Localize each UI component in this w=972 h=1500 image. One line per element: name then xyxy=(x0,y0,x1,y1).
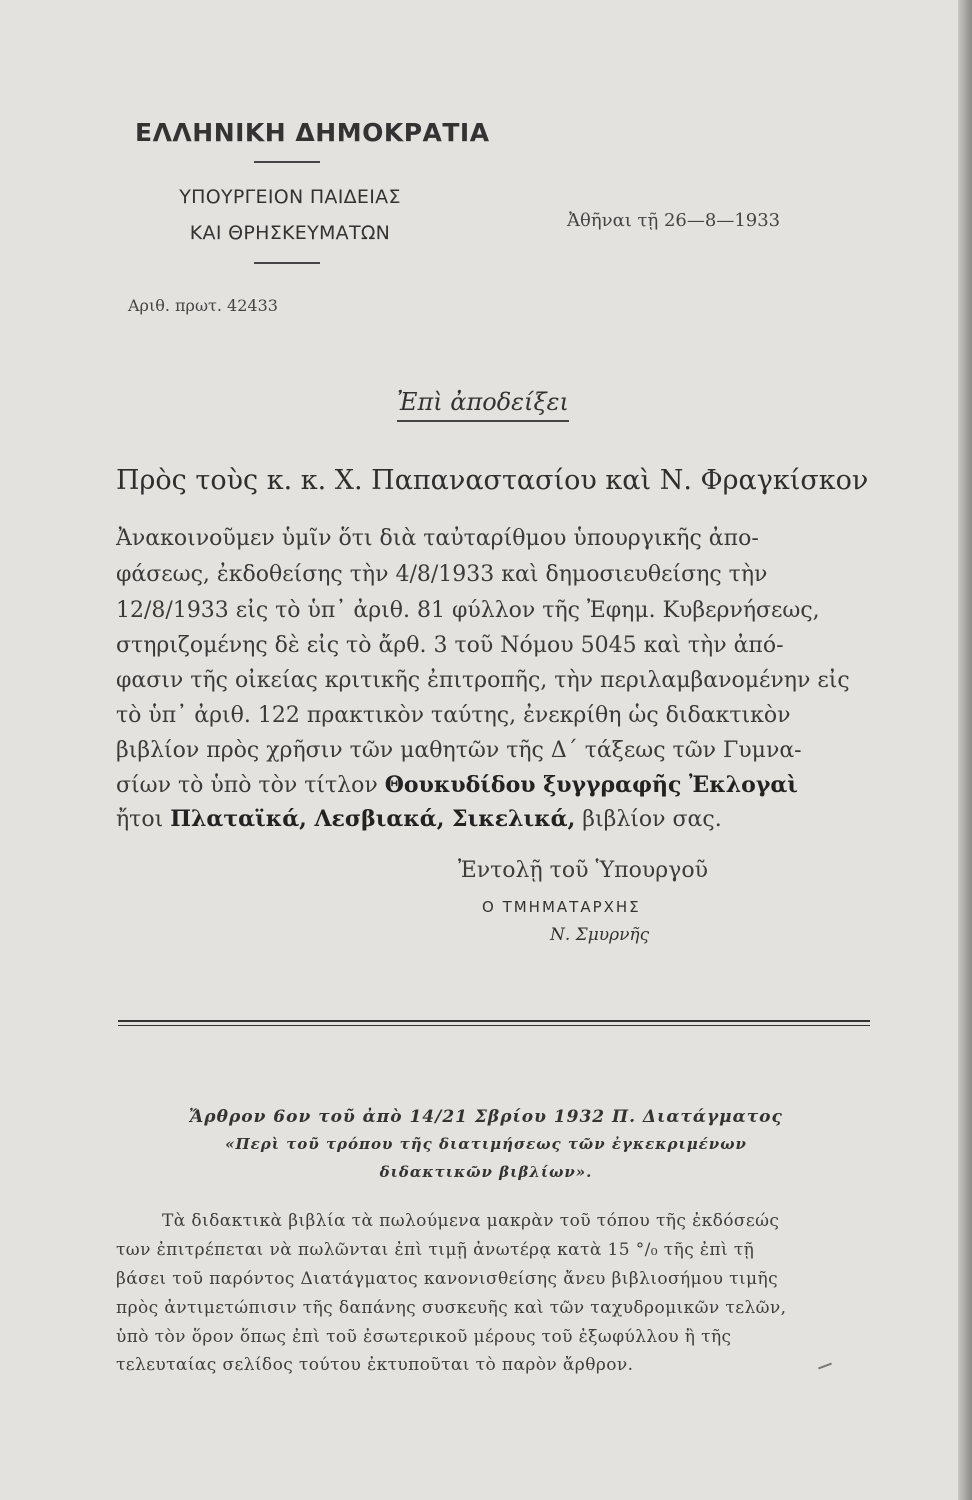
article-title-line: διδακτικῶν βιβλίων». xyxy=(379,1163,593,1181)
signature-order: Ἐντολῇ τοῦ Ὑπουργοῦ xyxy=(458,858,708,883)
article-line: Τὰ διδακτικὰ βιβλία τὰ πωλούμενα μακρὰν τοῦ τόπου τῆς ἐκδόσεώς xyxy=(162,1211,780,1231)
book-title: Θουκυδίδου ξυγγραφῆς Ἐκλογαὶ xyxy=(384,772,798,798)
article-line: πρὸς ἀντιμετώπισιν τῆς δαπάνης συσκευῆς καὶ τῶν ταχυδρομικῶν τελῶν, xyxy=(116,1298,787,1318)
receipt-note: Ἐπὶ ἀποδείξει xyxy=(397,388,569,422)
ministry-line-1: ΥΠΟΥΡΓΕΙΟΝ ΠΑΙΔΕΙΑΣ xyxy=(179,186,401,208)
signature-title: Ο ΤΜΗΜΑΤΑΡΧΗΣ xyxy=(482,898,641,916)
republic-heading: ΕΛΛΗΝΙΚΗ ΔΗΜΟΚΡΑΤΙΑ xyxy=(135,118,490,147)
body-line: στηριζομένης δὲ εἰς τὸ ἄρθ. 3 τοῦ Νόμου 5045 καὶ τὴν ἀπό- xyxy=(116,633,784,658)
body-text: ἤτοι xyxy=(116,807,171,832)
article-title-line: Ἄρθρον 6ον τοῦ ἀπὸ 14/21 Σβρίου 1932 Π. Διατάγματος xyxy=(189,1107,783,1127)
body-line: Ἀνακοινοῦμεν ὑμῖν ὅτι διὰ ταὐταρίθμου ὑπουργικῆς ἀπο- xyxy=(116,526,759,551)
body-text: σίων τὸ ὑπὸ τὸν τίτλον xyxy=(116,773,385,798)
divider xyxy=(254,262,320,264)
body-line: φάσεως, ἐκδοθείσης τὴν 4/8/1933 καὶ δημοσιευθείσης τὴν xyxy=(116,562,768,587)
body-line xyxy=(116,806,722,832)
section-divider xyxy=(118,1020,870,1022)
pencil-mark xyxy=(818,1363,832,1370)
body-line: 12/8/1933 εἰς τὸ ὑπ᾽ ἀριθ. 81 φύλλον τῆς Ἐφημ. Κυβερνήσεως, xyxy=(116,598,820,623)
article-line: τελευταίας σελίδος τούτου ἐκτυποῦται τὸ παρὸν ἄρθρον. xyxy=(116,1355,634,1375)
ministry-line-2: ΚΑΙ ΘΡΗΣΚΕΥΜΑΤΩΝ xyxy=(189,222,391,244)
body-line: βιβλίον πρὸς χρῆσιν τῶν μαθητῶν τῆς Δ΄ τάξεως τῶν Γυμνα- xyxy=(116,738,802,763)
article-line: ὑπὸ τὸν ὅρον ὅπως ἐπὶ τοῦ ἐσωτερικοῦ μέρους τοῦ ἐξωφύλλου ἢ τῆς xyxy=(116,1327,732,1347)
section-divider xyxy=(118,1025,870,1026)
divider xyxy=(254,161,320,163)
article-title-line: «Περὶ τοῦ τρόπου τῆς διατιμήσεως τῶν ἐγκεκριμένων xyxy=(225,1135,747,1153)
page-edge-shadow xyxy=(958,0,972,1500)
document-date: Ἀθῆναι τῇ 26—8—1933 xyxy=(567,210,781,231)
signature-name: Ν. Σμυρνῆς xyxy=(550,925,650,945)
addressee: Πρὸς τοὺς κ. κ. Χ. Παπαναστασίου καὶ Ν. Φραγκίσκον xyxy=(116,465,869,496)
body-text: βιβλίον σας. xyxy=(575,807,722,832)
book-subtitle: Πλαταϊκά, Λεσβιακά, Σικελικά, xyxy=(170,806,576,832)
article-line: βάσει τοῦ παρόντος Διατάγματος κανονισθείσης ἄνευ βιβλιοσήμου τιμῆς xyxy=(116,1269,779,1289)
body-line: φασιν τῆς οἰκείας κριτικῆς ἐπιτροπῆς, τὴν περιλαμβανομένην εἰς xyxy=(116,668,850,693)
body-line xyxy=(116,772,798,798)
protocol-number: Αριθ. πρωτ. 42433 xyxy=(128,296,278,315)
article-line: των ἐπιτρέπεται νὰ πωλῶνται ἐπὶ τιμῇ ἀνωτέρᾳ κατὰ 15 °/₀ τῆς ἐπὶ τῇ xyxy=(116,1240,755,1260)
body-line: τὸ ὑπ᾽ ἀριθ. 122 πρακτικὸν ταύτης, ἐνεκρίθη ὡς διδακτικὸν xyxy=(116,703,791,728)
